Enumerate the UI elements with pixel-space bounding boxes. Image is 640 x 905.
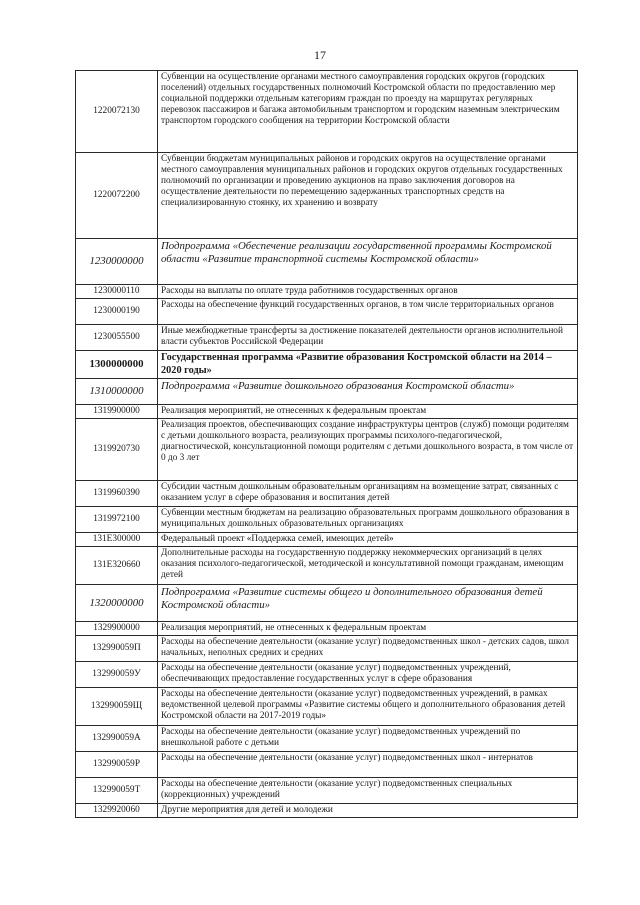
table-row xyxy=(76,71,578,153)
expense-description: Расходы на обеспечение функций государственных органов, в том числе территориальных органов xyxy=(158,299,578,325)
classification-code: 132990059Т xyxy=(76,778,158,804)
subprogram-row xyxy=(76,379,578,405)
expense-description: Субсидии частным дошкольным образовательным организациям на возмещение затрат, связанных с оказанием услуг в сфере образования и воспитания детей xyxy=(158,481,578,507)
table-row xyxy=(76,688,578,726)
classification-code: 1230000000 xyxy=(76,239,158,285)
expense-description: Подпрограмма «Развитие дошкольного образования Костромской области» xyxy=(158,379,578,405)
classification-code: 1220072130 xyxy=(76,71,158,153)
classification-code: 1319920730 xyxy=(76,419,158,481)
budget-classification-table xyxy=(75,70,578,818)
classification-code: 131E300000 xyxy=(76,533,158,547)
table-row xyxy=(76,662,578,688)
classification-code: 1319900000 xyxy=(76,405,158,419)
expense-description: Подпрограмма «Обеспечение реализации государственной программы Костромской области «Развитие транспортной системы Костромской области» xyxy=(158,239,578,285)
classification-code: 1230000190 xyxy=(76,299,158,325)
table-row xyxy=(76,752,578,778)
expense-description: Субвенции местным бюджетам на реализацию образовательных программ дошкольного образования в муниципальных дошкольных образовательных организациях xyxy=(158,507,578,533)
classification-code: 1310000000 xyxy=(76,379,158,405)
subprogram-row xyxy=(76,585,578,622)
expense-description: Реализация мероприятий, не отнесенных к федеральным проектам xyxy=(158,622,578,636)
table-row xyxy=(76,547,578,585)
expense-description: Подпрограмма «Развитие системы общего и дополнительного образования детей Костромской области» xyxy=(158,585,578,622)
classification-code: 1300000000 xyxy=(76,351,158,379)
classification-code: 132990059У xyxy=(76,662,158,688)
expense-description: Федеральный проект «Поддержка семей, имеющих детей» xyxy=(158,533,578,547)
expense-description: Реализация мероприятий, не отнесенных к федеральным проектам xyxy=(158,405,578,419)
table-row xyxy=(76,325,578,351)
classification-code: 1320000000 xyxy=(76,585,158,622)
table-row xyxy=(76,153,578,239)
page-number: 17 xyxy=(314,48,326,62)
classification-code: 132990059Щ xyxy=(76,688,158,726)
expense-description: Иные межбюджетные трансферты за достижение показателей деятельности органов исполнительной власти субъектов Российской Федерации xyxy=(158,325,578,351)
table-row xyxy=(76,481,578,507)
expense-description: Расходы на выплаты по оплате труда работников государственных органов xyxy=(158,285,578,299)
classification-code: 132990059А xyxy=(76,726,158,752)
expense-description: Расходы на обеспечение деятельности (оказание услуг) подведомственных школ - интернатов xyxy=(158,752,578,778)
expense-description: Расходы на обеспечение деятельности (оказание услуг) подведомственных учреждений, обеспечивающих предоставление государственных услуг в сфере образования xyxy=(158,662,578,688)
expense-description: Другие мероприятия для детей и молодежи xyxy=(158,804,578,818)
classification-code: 1319972100 xyxy=(76,507,158,533)
table-row xyxy=(76,405,578,419)
expense-description: Реализация проектов, обеспечивающих создание инфраструктуры центров (служб) помощи родителям с детьми дошкольного возраста, реализующих программы психолого-педагогической, диагностической, консультационной помощи родителям с детьми дошкольного возраста, в том числе от 0 до 3 лет xyxy=(158,419,578,481)
table-row xyxy=(76,636,578,662)
expense-description: Расходы на обеспечение деятельности (оказание услуг) подведомственных учреждений, в рамках ведомственной целевой программы «Развитие системы общего и дополнительного образования детей Костромской области на 2017-2019 годы» xyxy=(158,688,578,726)
program-row xyxy=(76,351,578,379)
expense-description: Расходы на обеспечение деятельности (оказание услуг) подведомственных учреждений по внешкольной работе с детьми xyxy=(158,726,578,752)
classification-code: 132990059П xyxy=(76,636,158,662)
table-row xyxy=(76,419,578,481)
table-row xyxy=(76,299,578,325)
table-row xyxy=(76,622,578,636)
table-row xyxy=(76,285,578,299)
table-row xyxy=(76,533,578,547)
classification-code: 1329900000 xyxy=(76,622,158,636)
expense-description: Государственная программа «Развитие образования Костромской области на 2014 – 2020 годы» xyxy=(158,351,578,379)
table-row xyxy=(76,507,578,533)
subprogram-row xyxy=(76,239,578,285)
classification-code: 1230055500 xyxy=(76,325,158,351)
expense-description: Расходы на обеспечение деятельности (оказание услуг) подведомственных школ - детских садов, школ начальных, неполных средних и средних xyxy=(158,636,578,662)
classification-code: 1230000110 xyxy=(76,285,158,299)
table-row xyxy=(76,778,578,804)
classification-code: 1220072200 xyxy=(76,153,158,239)
expense-description: Дополнительные расходы на государственную поддержку некоммерческих организаций в целях оказания психолого-педагогической, методической и консультативной помощи гражданам, имеющим детей xyxy=(158,547,578,585)
expense-description: Субвенции на осуществление органами местного самоуправления городских округов (городских поселений) отдельных государственных полномочий Костромской области по предоставлению мер социальной поддержки отдельным категориям граждан по проезду на маршрутах регулярных перевозок пассажиров и багажа автомобильным транспортом и городским наземным электрическим транспортом городского сообщения на территории Костромской области xyxy=(158,71,578,153)
classification-code: 1329920060 xyxy=(76,804,158,818)
expense-description: Субвенции бюджетам муниципальных районов и городских округов на осуществление органами местного самоуправления муниципальных районов и городских округов отдельных государственных полномочий по организации и проведению аукционов на право заключения договоров на осуществление деятельности по перемещению задержанных транспортных средств на специализированную стоянку, их хранению и возврату xyxy=(158,153,578,239)
classification-code: 131E320660 xyxy=(76,547,158,585)
expense-description: Расходы на обеспечение деятельности (оказание услуг) подведомственных специальных (коррекционных) учреждений xyxy=(158,778,578,804)
classification-code: 132990059Р xyxy=(76,752,158,778)
table-row xyxy=(76,804,578,818)
classification-code: 1319960390 xyxy=(76,481,158,507)
table-row xyxy=(76,726,578,752)
